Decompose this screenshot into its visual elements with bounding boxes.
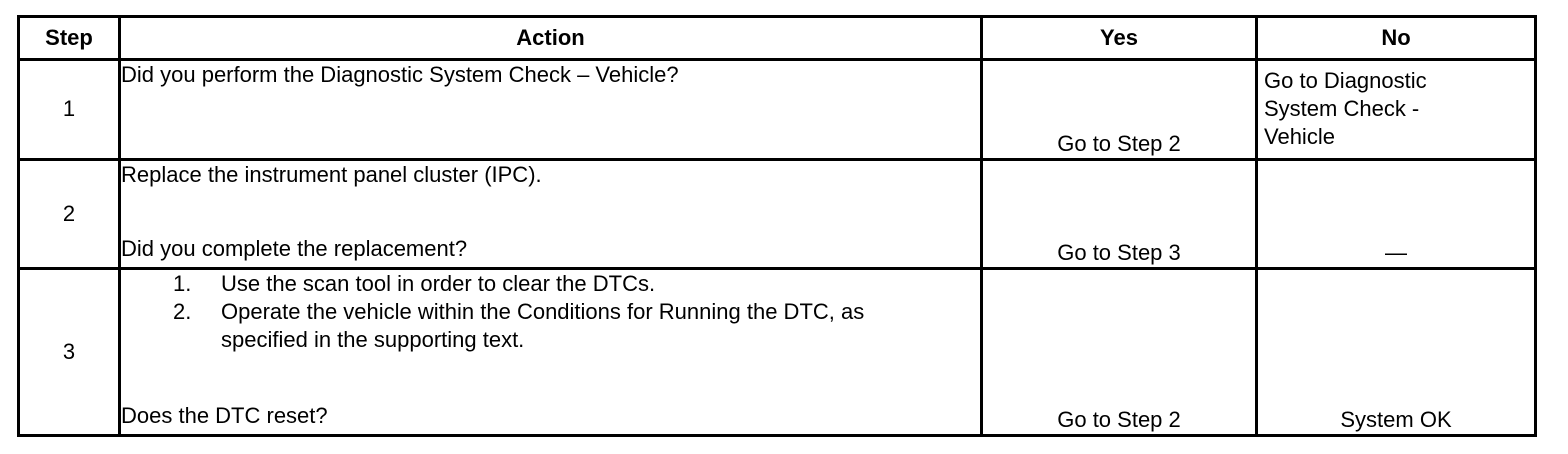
yes-cell: Go to Step 2: [982, 269, 1257, 436]
step-number: 3: [19, 269, 120, 436]
table-row: [19, 60, 1536, 160]
header-row: [19, 17, 1536, 60]
substep-text: Operate the vehicle within the Conditions for Running the DTC, as: [221, 299, 865, 325]
header-step: Step: [19, 17, 120, 60]
yes-cell: Go to Step 3: [982, 159, 1257, 269]
step-number: 2: [19, 159, 120, 269]
action-question: Does the DTC reset?: [121, 403, 328, 428]
header-yes: Yes: [982, 17, 1257, 60]
table-row: [19, 159, 1536, 269]
substep-text: specified in the supporting text.: [221, 327, 525, 353]
no-text-line: Go to Diagnostic: [1264, 68, 1427, 93]
action-cell: [120, 60, 982, 160]
action-content: [121, 161, 980, 268]
no-text-line: Vehicle: [1264, 124, 1335, 149]
step-number: 1: [19, 60, 120, 160]
no-cell: —: [1257, 159, 1536, 269]
action-content: [121, 270, 980, 434]
action-question: Did you complete the replacement?: [121, 236, 468, 262]
yes-cell: Go to Step 2: [982, 60, 1257, 160]
action-cell: [120, 159, 982, 269]
list-item: [121, 298, 980, 354]
header-no: No: [1257, 17, 1536, 60]
substep-number: 2.: [173, 299, 192, 325]
action-cell: [120, 269, 982, 436]
substep-text: Use the scan tool in order to clear the DTCs.: [221, 271, 656, 297]
no-cell: System OK: [1257, 269, 1536, 436]
no-text-line: System Check -: [1264, 96, 1420, 121]
table-row: [19, 269, 1536, 436]
action-instruction: Replace the instrument panel cluster (IPC).: [121, 161, 542, 187]
action-question: Did you perform the Diagnostic System Check – Vehicle?: [121, 62, 679, 87]
substep-number: 1.: [173, 271, 192, 297]
substep-list: [121, 270, 980, 354]
no-cell: [1257, 60, 1536, 160]
diagnostic-table: [17, 15, 1537, 437]
list-item: [121, 270, 980, 298]
header-action: Action: [120, 17, 982, 60]
